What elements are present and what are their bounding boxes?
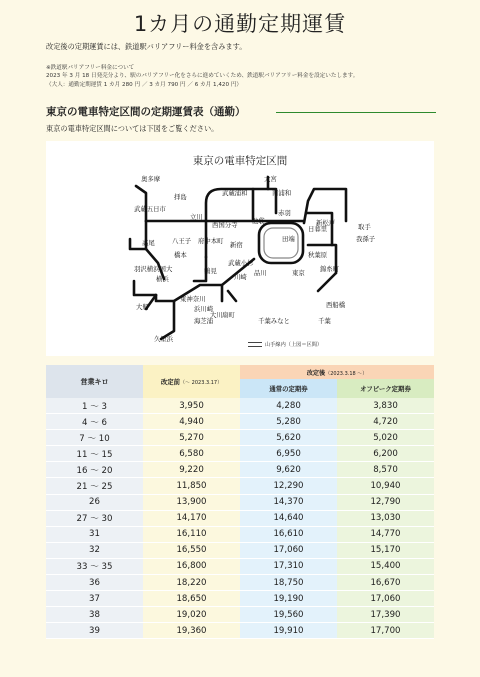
station-akihabara: 秋葉原 xyxy=(308,251,328,259)
cell-km: 37 xyxy=(46,591,143,607)
cell-before: 11,850 xyxy=(143,478,240,494)
cell-before: 6,580 xyxy=(143,446,240,462)
header-regular: 通常の定期券 xyxy=(240,379,337,398)
station-umishibaura: 海芝浦 xyxy=(194,317,214,325)
cell-regular: 19,910 xyxy=(240,623,337,639)
cell-offpeak: 5,020 xyxy=(337,430,434,446)
station-kawasaki: 川崎 xyxy=(234,273,247,281)
route-map xyxy=(46,141,434,356)
table-row xyxy=(46,430,434,446)
intro-text: 改定後の定期運賃には、鉄道駅バリアフリー料金を含みます。 xyxy=(46,42,247,51)
station-shinagawa: 品川 xyxy=(254,269,267,277)
header-after-label: 改定後 xyxy=(306,369,326,377)
cell-before: 16,110 xyxy=(143,527,240,543)
header-after xyxy=(240,365,434,379)
station-chiba: 千葉 xyxy=(318,317,331,325)
header-km: 営業キロ xyxy=(46,365,143,398)
cell-km: 39 xyxy=(46,623,143,639)
table-row xyxy=(46,446,434,462)
station-nippori: 日暮里 xyxy=(308,225,328,233)
station-ikebukuro: 池袋 xyxy=(252,217,265,225)
header-before-label: 改定前 xyxy=(160,378,181,386)
cell-offpeak: 17,700 xyxy=(337,623,434,639)
station-ogimachi: 扇町 xyxy=(222,311,235,319)
cell-km: 26 xyxy=(46,495,143,511)
yamanote-inner xyxy=(264,228,298,258)
map-title: 東京の電車特定区間 xyxy=(192,155,288,167)
cell-km: 4 ～ 6 xyxy=(46,414,143,430)
station-kurihama: 久里浜 xyxy=(154,335,174,343)
cell-offpeak: 14,770 xyxy=(337,527,434,543)
line-chiba xyxy=(318,273,336,291)
cell-regular: 5,280 xyxy=(240,414,337,430)
table-row xyxy=(46,559,434,575)
line-yokosuka xyxy=(161,301,174,339)
cell-before: 19,020 xyxy=(143,607,240,623)
section-rule xyxy=(276,112,436,113)
cell-offpeak: 6,200 xyxy=(337,446,434,462)
cell-regular: 19,560 xyxy=(240,607,337,623)
note-line: （大人：通勤定期運賃 1 カ月 280 円 ／ 3 カ月 790 円 ／ 6 カ月 1,420 円） xyxy=(46,81,243,88)
station-okawa: 大川 xyxy=(210,311,223,319)
cell-offpeak: 8,570 xyxy=(337,462,434,478)
header-after-note: （2023.3.18 ～） xyxy=(325,370,368,377)
station-musashi-kosugi: 武蔵小杉 xyxy=(228,259,254,267)
cell-offpeak: 17,060 xyxy=(337,591,434,607)
station-tsurumi: 鶴見 xyxy=(204,267,217,275)
table-row xyxy=(46,575,434,591)
station-musashi-itsukaichi: 武蔵五日市 xyxy=(134,205,166,213)
map-legend xyxy=(248,341,322,348)
cell-regular: 17,310 xyxy=(240,559,337,575)
table-row xyxy=(46,478,434,494)
cell-offpeak: 12,790 xyxy=(337,495,434,511)
station-akabane: 赤羽 xyxy=(278,209,291,217)
station-nishikokubunji: 西国分寺 xyxy=(212,221,238,229)
cell-before: 18,220 xyxy=(143,575,240,591)
cell-regular: 5,620 xyxy=(240,430,337,446)
cell-before: 3,950 xyxy=(143,398,240,414)
section-title: 東京の電車特定区間の定期運賃表（通勤） xyxy=(46,106,246,118)
station-musashi-urawa: 武蔵浦和 xyxy=(222,189,248,197)
station-toride: 取手 xyxy=(358,223,371,231)
line-sagami xyxy=(134,281,156,295)
line-ome xyxy=(136,186,146,221)
section-description: 東京の電車特定区間については下図をご覧ください。 xyxy=(46,124,219,133)
table-row xyxy=(46,607,434,623)
station-hazawa-yokohama-kokudai: 羽沢横浜国大 xyxy=(134,265,173,273)
station-takao: 高尾 xyxy=(142,239,155,247)
station-tachikawa: 立川 xyxy=(190,213,203,221)
cell-regular: 19,190 xyxy=(240,591,337,607)
station-shinjuku: 新宿 xyxy=(230,241,243,249)
cell-before: 13,900 xyxy=(143,495,240,511)
table-row xyxy=(46,623,434,639)
station-hama-kawasaki: 浜川崎 xyxy=(194,305,214,313)
note-line: ※鉄道駅バリアフリー料金について xyxy=(46,65,135,71)
station-hashimoto: 橋本 xyxy=(174,251,187,259)
cell-km: 31 xyxy=(46,527,143,543)
legend-label: 山手線内（上図＝区間） xyxy=(265,342,323,348)
cell-regular: 12,290 xyxy=(240,478,337,494)
cell-km: 32 xyxy=(46,543,143,559)
station-fuchuhommachi: 府中本町 xyxy=(198,237,224,245)
cell-km: 36 xyxy=(46,575,143,591)
cell-offpeak: 15,170 xyxy=(337,543,434,559)
table-row xyxy=(46,414,434,430)
cell-before: 9,220 xyxy=(143,462,240,478)
cell-before: 19,360 xyxy=(143,623,240,639)
page-title: 1カ月の通勤定期運賃 xyxy=(133,12,347,36)
cell-offpeak: 17,390 xyxy=(337,607,434,623)
cell-regular: 16,610 xyxy=(240,527,337,543)
cell-offpeak: 3,830 xyxy=(337,398,434,414)
cell-regular: 6,950 xyxy=(240,446,337,462)
station-tokyo: 東京 xyxy=(292,269,305,277)
table-row xyxy=(46,511,434,527)
station-higashi-kanagawa: 東神奈川 xyxy=(180,295,206,303)
cell-km: 27 ～ 30 xyxy=(46,511,143,527)
station-okutama: 奥多摩 xyxy=(141,175,161,183)
cell-before: 18,650 xyxy=(143,591,240,607)
cell-before: 14,170 xyxy=(143,511,240,527)
table-row xyxy=(46,398,434,414)
station-kinshicho: 錦糸町 xyxy=(320,265,340,273)
cell-km: 1 ～ 3 xyxy=(46,398,143,414)
cell-regular: 9,620 xyxy=(240,462,337,478)
cell-regular: 4,280 xyxy=(240,398,337,414)
cell-km: 38 xyxy=(46,607,143,623)
note-line: 2023 年 3 月 18 日発売分より、駅のバリアフリー化をさらに進めていくため、鉄道駅バリアフリー料金を設定いたします。 xyxy=(46,73,359,80)
cell-before: 4,940 xyxy=(143,414,240,430)
line-joban xyxy=(304,189,346,223)
cell-km: 7 ～ 10 xyxy=(46,430,143,446)
table-row xyxy=(46,591,434,607)
station-shinmatsudo: 新松戸 xyxy=(316,219,336,227)
cell-offpeak: 10,940 xyxy=(337,478,434,494)
table-row xyxy=(46,543,434,559)
header-offpeak: オフピーク定期券 xyxy=(337,379,434,398)
station-haijima: 拝島 xyxy=(174,193,187,201)
cell-regular: 17,060 xyxy=(240,543,337,559)
cell-km: 11 ～ 15 xyxy=(46,446,143,462)
header-before xyxy=(143,365,240,398)
station-nishifunabashi: 西船橋 xyxy=(326,301,346,309)
section-header xyxy=(46,104,436,118)
cell-before: 16,550 xyxy=(143,543,240,559)
cell-offpeak: 13,030 xyxy=(337,511,434,527)
line-tsurumi xyxy=(222,285,236,301)
cell-before: 16,800 xyxy=(143,559,240,575)
legend-swatch xyxy=(248,342,262,347)
cell-offpeak: 16,670 xyxy=(337,575,434,591)
station-minami-urawa: 南浦和 xyxy=(272,189,292,197)
cell-regular: 14,370 xyxy=(240,495,337,511)
station-hachioji: 八王子 xyxy=(172,237,192,245)
station-ofuna: 大船 xyxy=(136,303,149,311)
station-chiba-minato: 千葉みなと xyxy=(258,317,290,325)
table-row xyxy=(46,462,434,478)
cell-regular: 18,750 xyxy=(240,575,337,591)
header-before-note: （～ 2023.3.17） xyxy=(180,380,223,386)
station-omiya: 大宮 xyxy=(264,175,277,183)
station-abiko: 我孫子 xyxy=(356,235,376,243)
table-row xyxy=(46,527,434,543)
station-yokohama: 横浜 xyxy=(156,275,169,283)
cell-km: 33 ～ 35 xyxy=(46,559,143,575)
table-row xyxy=(46,495,434,511)
cell-offpeak: 15,400 xyxy=(337,559,434,575)
barrier-free-note xyxy=(46,64,446,89)
cell-km: 21 ～ 25 xyxy=(46,478,143,494)
station-tabata: 田端 xyxy=(282,235,295,243)
cell-before: 5,270 xyxy=(143,430,240,446)
cell-regular: 14,640 xyxy=(240,511,337,527)
cell-km: 16 ～ 20 xyxy=(46,462,143,478)
route-map-svg xyxy=(46,141,434,356)
cell-offpeak: 4,720 xyxy=(337,414,434,430)
fare-table xyxy=(46,365,434,639)
fare-table-body xyxy=(46,398,434,639)
